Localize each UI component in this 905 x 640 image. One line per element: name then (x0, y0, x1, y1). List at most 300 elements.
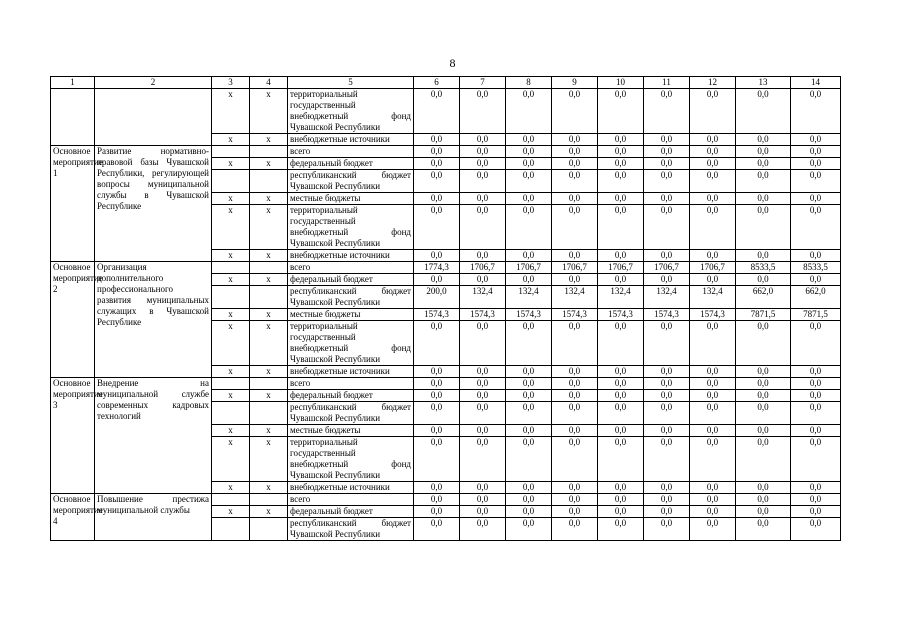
value-cell: 0,0 (598, 321, 644, 366)
col4-mark (250, 286, 288, 309)
value-cell: 0,0 (506, 518, 552, 541)
value-cell: 0,0 (506, 193, 552, 205)
col4-mark: x (250, 437, 288, 482)
value-cell: 0,0 (791, 402, 841, 425)
col4-mark: x (250, 321, 288, 366)
value-cell: 0,0 (736, 205, 791, 250)
value-cell: 0,0 (414, 134, 460, 146)
value-cell: 0,0 (460, 390, 506, 402)
col3-mark: x (212, 425, 250, 437)
value-cell: 0,0 (736, 193, 791, 205)
value-cell: 132,4 (506, 286, 552, 309)
col3-mark: x (212, 482, 250, 494)
table-row (51, 89, 841, 134)
value-cell: 0,0 (552, 134, 598, 146)
value-cell: 132,4 (690, 286, 736, 309)
value-cell: 0,0 (690, 134, 736, 146)
col4-mark (250, 170, 288, 193)
funding-source: республиканский бюджет Чувашской Республики (288, 286, 414, 309)
funding-source: территориальный государственный внебюджетный фонд Чувашской Республики (288, 321, 414, 366)
value-cell: 0,0 (552, 89, 598, 134)
event-name: Повышение престижа муниципальной службы (95, 494, 212, 541)
value-cell: 0,0 (598, 518, 644, 541)
value-cell: 0,0 (414, 390, 460, 402)
value-cell: 0,0 (414, 146, 460, 158)
value-cell: 0,0 (644, 158, 690, 170)
col3-mark (212, 286, 250, 309)
value-cell: 0,0 (460, 366, 506, 378)
value-cell: 0,0 (690, 425, 736, 437)
value-cell: 0,0 (736, 170, 791, 193)
col3-mark: x (212, 158, 250, 170)
funding-source: внебюджетные источники (288, 482, 414, 494)
col3-mark: x (212, 89, 250, 134)
value-cell: 0,0 (736, 366, 791, 378)
value-cell: 0,0 (598, 390, 644, 402)
value-cell: 7871,5 (736, 309, 791, 321)
col4-mark: x (250, 89, 288, 134)
value-cell: 0,0 (460, 378, 506, 390)
col3-mark: x (212, 437, 250, 482)
funding-source: внебюджетные источники (288, 250, 414, 262)
value-cell: 0,0 (791, 170, 841, 193)
event-label: Основное мероприятие 2 (51, 262, 95, 378)
col3-mark (212, 146, 250, 158)
value-cell: 0,0 (736, 378, 791, 390)
value-cell: 0,0 (414, 205, 460, 250)
value-cell: 0,0 (414, 274, 460, 286)
value-cell: 0,0 (690, 494, 736, 506)
header-cell: 6 (414, 77, 460, 89)
col3-mark: x (212, 366, 250, 378)
value-cell: 0,0 (552, 158, 598, 170)
value-cell: 0,0 (414, 321, 460, 366)
value-cell: 1574,3 (460, 309, 506, 321)
header-cell: 1 (51, 77, 95, 89)
value-cell: 0,0 (644, 425, 690, 437)
value-cell: 1574,3 (552, 309, 598, 321)
col4-mark: x (250, 425, 288, 437)
header-cell: 12 (690, 77, 736, 89)
funding-source: федеральный бюджет (288, 506, 414, 518)
value-cell: 0,0 (460, 482, 506, 494)
value-cell: 0,0 (460, 134, 506, 146)
col4-mark: x (250, 158, 288, 170)
col4-mark: x (250, 134, 288, 146)
header-cell: 8 (506, 77, 552, 89)
value-cell: 0,0 (644, 250, 690, 262)
value-cell: 0,0 (598, 193, 644, 205)
col3-mark (212, 262, 250, 274)
value-cell: 0,0 (791, 134, 841, 146)
col4-mark (250, 146, 288, 158)
col3-mark: x (212, 274, 250, 286)
funding-source: местные бюджеты (288, 309, 414, 321)
value-cell: 1706,7 (552, 262, 598, 274)
value-cell: 0,0 (460, 89, 506, 134)
value-cell: 662,0 (736, 286, 791, 309)
value-cell: 0,0 (690, 390, 736, 402)
value-cell: 0,0 (644, 402, 690, 425)
value-cell: 0,0 (414, 158, 460, 170)
value-cell: 0,0 (552, 425, 598, 437)
value-cell: 1706,7 (690, 262, 736, 274)
value-cell: 1574,3 (690, 309, 736, 321)
header-cell: 7 (460, 77, 506, 89)
value-cell: 0,0 (736, 425, 791, 437)
value-cell: 0,0 (598, 170, 644, 193)
value-cell: 1574,3 (644, 309, 690, 321)
col4-mark: x (250, 309, 288, 321)
funding-source: территориальный государственный внебюджетный фонд Чувашской Республики (288, 89, 414, 134)
value-cell: 0,0 (791, 494, 841, 506)
funding-source: территориальный государственный внебюджетный фонд Чувашской Республики (288, 437, 414, 482)
value-cell: 0,0 (644, 193, 690, 205)
value-cell: 0,0 (460, 518, 506, 541)
event-name: Внедрение на муниципальной службе современных кадровых технологий (95, 378, 212, 494)
value-cell: 1706,7 (644, 262, 690, 274)
value-cell: 0,0 (414, 366, 460, 378)
funding-source: всего (288, 494, 414, 506)
value-cell: 1574,3 (598, 309, 644, 321)
value-cell: 0,0 (791, 366, 841, 378)
value-cell: 0,0 (644, 518, 690, 541)
value-cell: 0,0 (506, 250, 552, 262)
value-cell: 0,0 (736, 89, 791, 134)
col4-mark: x (250, 482, 288, 494)
funding-source: всего (288, 378, 414, 390)
value-cell: 0,0 (736, 482, 791, 494)
col4-mark (250, 262, 288, 274)
value-cell: 0,0 (552, 378, 598, 390)
value-cell: 0,0 (506, 205, 552, 250)
value-cell: 0,0 (791, 390, 841, 402)
value-cell: 0,0 (506, 494, 552, 506)
value-cell: 132,4 (644, 286, 690, 309)
value-cell: 0,0 (414, 250, 460, 262)
header-cell: 11 (644, 77, 690, 89)
value-cell: 0,0 (460, 158, 506, 170)
value-cell: 0,0 (414, 437, 460, 482)
value-cell: 0,0 (791, 274, 841, 286)
value-cell: 1706,7 (460, 262, 506, 274)
col4-mark: x (250, 506, 288, 518)
value-cell: 0,0 (552, 506, 598, 518)
event-label: Основное мероприятие 4 (51, 494, 95, 541)
value-cell: 0,0 (598, 250, 644, 262)
value-cell: 0,0 (791, 193, 841, 205)
header-cell: 4 (250, 77, 288, 89)
value-cell: 0,0 (736, 158, 791, 170)
header-cell: 2 (95, 77, 212, 89)
value-cell: 0,0 (552, 437, 598, 482)
value-cell: 0,0 (736, 321, 791, 366)
value-cell: 132,4 (460, 286, 506, 309)
col3-mark (212, 518, 250, 541)
value-cell: 0,0 (736, 437, 791, 482)
value-cell: 0,0 (644, 390, 690, 402)
value-cell: 0,0 (506, 402, 552, 425)
event-label: Основное мероприятие 1 (51, 146, 95, 262)
value-cell: 0,0 (690, 170, 736, 193)
value-cell: 0,0 (598, 134, 644, 146)
value-cell: 0,0 (598, 437, 644, 482)
funding-source: внебюджетные источники (288, 366, 414, 378)
value-cell: 0,0 (690, 437, 736, 482)
value-cell: 0,0 (506, 321, 552, 366)
value-cell: 8533,5 (791, 262, 841, 274)
col4-mark (250, 378, 288, 390)
funding-source: федеральный бюджет (288, 390, 414, 402)
value-cell: 1574,3 (414, 309, 460, 321)
table-row (51, 262, 841, 274)
header-cell: 9 (552, 77, 598, 89)
value-cell: 0,0 (598, 425, 644, 437)
value-cell: 0,0 (690, 366, 736, 378)
value-cell: 0,0 (552, 366, 598, 378)
col3-mark: x (212, 205, 250, 250)
value-cell: 0,0 (552, 390, 598, 402)
value-cell: 0,0 (460, 193, 506, 205)
col4-mark: x (250, 366, 288, 378)
value-cell: 0,0 (460, 274, 506, 286)
value-cell: 0,0 (791, 518, 841, 541)
value-cell: 0,0 (690, 89, 736, 134)
col4-mark: x (250, 205, 288, 250)
col3-mark: x (212, 506, 250, 518)
value-cell: 0,0 (690, 274, 736, 286)
value-cell: 0,0 (460, 146, 506, 158)
value-cell: 0,0 (736, 274, 791, 286)
value-cell: 0,0 (552, 518, 598, 541)
value-cell: 0,0 (791, 250, 841, 262)
value-cell: 0,0 (414, 506, 460, 518)
value-cell: 0,0 (644, 274, 690, 286)
value-cell: 0,0 (506, 378, 552, 390)
value-cell: 0,0 (414, 89, 460, 134)
value-cell: 0,0 (460, 402, 506, 425)
page-number: 8 (449, 56, 456, 70)
value-cell: 0,0 (644, 205, 690, 250)
value-cell: 0,0 (644, 494, 690, 506)
value-cell: 0,0 (460, 170, 506, 193)
value-cell: 0,0 (460, 437, 506, 482)
value-cell: 0,0 (598, 89, 644, 134)
value-cell: 0,0 (414, 402, 460, 425)
value-cell: 0,0 (506, 506, 552, 518)
value-cell: 0,0 (552, 402, 598, 425)
value-cell: 0,0 (791, 158, 841, 170)
value-cell: 1706,7 (598, 262, 644, 274)
header-row (51, 77, 841, 89)
col4-mark: x (250, 390, 288, 402)
value-cell: 0,0 (460, 205, 506, 250)
value-cell: 0,0 (791, 506, 841, 518)
funding-source: внебюджетные источники (288, 134, 414, 146)
funding-source: республиканский бюджет Чувашской Республики (288, 402, 414, 425)
col3-mark: x (212, 321, 250, 366)
value-cell: 0,0 (598, 274, 644, 286)
value-cell: 0,0 (644, 506, 690, 518)
col4-mark (250, 402, 288, 425)
value-cell: 0,0 (552, 274, 598, 286)
event-label (51, 89, 95, 146)
value-cell: 0,0 (414, 170, 460, 193)
value-cell: 0,0 (506, 170, 552, 193)
value-cell: 0,0 (506, 366, 552, 378)
value-cell: 0,0 (644, 146, 690, 158)
value-cell: 132,4 (598, 286, 644, 309)
event-name: Организация дополнительного профессионального развития муниципальных служащих в Чувашской Республике (95, 262, 212, 378)
value-cell: 0,0 (736, 402, 791, 425)
value-cell: 0,0 (690, 158, 736, 170)
funding-source: федеральный бюджет (288, 274, 414, 286)
event-name: Развитие нормативно-правовой базы Чувашской Республики, регулирующей вопросы муниципальной службы в Чувашской Республике (95, 146, 212, 262)
value-cell: 0,0 (506, 425, 552, 437)
value-cell: 0,0 (644, 378, 690, 390)
value-cell: 0,0 (598, 378, 644, 390)
value-cell: 0,0 (736, 134, 791, 146)
value-cell: 0,0 (414, 494, 460, 506)
value-cell: 0,0 (598, 482, 644, 494)
value-cell: 0,0 (644, 437, 690, 482)
value-cell: 0,0 (506, 134, 552, 146)
value-cell: 0,0 (791, 437, 841, 482)
value-cell: 0,0 (736, 518, 791, 541)
event-name (95, 89, 212, 146)
col4-mark: x (250, 274, 288, 286)
value-cell: 200,0 (414, 286, 460, 309)
table-row (51, 494, 841, 506)
value-cell: 0,0 (552, 494, 598, 506)
col3-mark: x (212, 193, 250, 205)
value-cell: 0,0 (690, 402, 736, 425)
value-cell: 0,0 (690, 193, 736, 205)
value-cell: 0,0 (414, 425, 460, 437)
value-cell: 0,0 (791, 425, 841, 437)
value-cell: 0,0 (506, 482, 552, 494)
event-label: Основное мероприятие 3 (51, 378, 95, 494)
value-cell: 7871,5 (791, 309, 841, 321)
header-cell: 3 (212, 77, 250, 89)
header-cell: 14 (791, 77, 841, 89)
value-cell: 0,0 (690, 482, 736, 494)
value-cell: 0,0 (506, 89, 552, 134)
funding-source: всего (288, 262, 414, 274)
table-row (51, 146, 841, 158)
value-cell: 0,0 (736, 250, 791, 262)
value-cell: 0,0 (460, 425, 506, 437)
value-cell: 0,0 (791, 205, 841, 250)
header-cell: 5 (288, 77, 414, 89)
header-cell: 10 (598, 77, 644, 89)
value-cell: 0,0 (414, 193, 460, 205)
value-cell: 0,0 (598, 146, 644, 158)
value-cell: 0,0 (506, 274, 552, 286)
value-cell: 0,0 (598, 205, 644, 250)
value-cell: 1574,3 (506, 309, 552, 321)
col3-mark: x (212, 390, 250, 402)
value-cell: 0,0 (552, 250, 598, 262)
table-row (51, 378, 841, 390)
value-cell: 0,0 (506, 390, 552, 402)
value-cell: 662,0 (791, 286, 841, 309)
value-cell: 0,0 (414, 482, 460, 494)
value-cell: 132,4 (552, 286, 598, 309)
header-cell: 13 (736, 77, 791, 89)
funding-source: местные бюджеты (288, 425, 414, 437)
value-cell: 0,0 (552, 321, 598, 366)
value-cell: 0,0 (791, 89, 841, 134)
value-cell: 0,0 (552, 482, 598, 494)
value-cell: 0,0 (598, 494, 644, 506)
col3-mark: x (212, 134, 250, 146)
col3-mark: x (212, 250, 250, 262)
value-cell: 0,0 (690, 321, 736, 366)
col4-mark: x (250, 193, 288, 205)
col3-mark (212, 402, 250, 425)
value-cell: 0,0 (460, 506, 506, 518)
value-cell: 0,0 (644, 134, 690, 146)
funding-source: местные бюджеты (288, 193, 414, 205)
value-cell: 0,0 (690, 506, 736, 518)
funding-source: всего (288, 146, 414, 158)
value-cell: 1774,3 (414, 262, 460, 274)
col3-mark (212, 494, 250, 506)
value-cell: 0,0 (460, 250, 506, 262)
value-cell: 0,0 (598, 506, 644, 518)
value-cell: 0,0 (690, 250, 736, 262)
value-cell: 0,0 (690, 205, 736, 250)
value-cell: 0,0 (791, 146, 841, 158)
col3-mark (212, 378, 250, 390)
value-cell: 0,0 (414, 378, 460, 390)
value-cell: 0,0 (414, 518, 460, 541)
value-cell: 0,0 (690, 518, 736, 541)
value-cell: 0,0 (552, 170, 598, 193)
value-cell: 0,0 (736, 494, 791, 506)
value-cell: 1706,7 (506, 262, 552, 274)
value-cell: 0,0 (736, 390, 791, 402)
value-cell: 0,0 (598, 402, 644, 425)
col4-mark: x (250, 250, 288, 262)
funding-source: территориальный государственный внебюджетный фонд Чувашской Республики (288, 205, 414, 250)
value-cell: 0,0 (506, 158, 552, 170)
value-cell: 0,0 (791, 482, 841, 494)
value-cell: 0,0 (791, 378, 841, 390)
value-cell: 0,0 (644, 366, 690, 378)
value-cell: 0,0 (644, 321, 690, 366)
col4-mark (250, 494, 288, 506)
value-cell: 0,0 (506, 146, 552, 158)
value-cell: 0,0 (506, 437, 552, 482)
value-cell: 0,0 (644, 170, 690, 193)
value-cell: 0,0 (736, 146, 791, 158)
funding-table (50, 76, 841, 541)
funding-source: республиканский бюджет Чувашской Республики (288, 518, 414, 541)
value-cell: 0,0 (644, 482, 690, 494)
value-cell: 0,0 (644, 89, 690, 134)
value-cell: 0,0 (690, 146, 736, 158)
funding-source: федеральный бюджет (288, 158, 414, 170)
value-cell: 0,0 (552, 146, 598, 158)
value-cell: 0,0 (460, 321, 506, 366)
funding-source: республиканский бюджет Чувашской Республики (288, 170, 414, 193)
col3-mark: x (212, 309, 250, 321)
value-cell: 0,0 (552, 193, 598, 205)
value-cell: 0,0 (460, 494, 506, 506)
value-cell: 0,0 (791, 321, 841, 366)
